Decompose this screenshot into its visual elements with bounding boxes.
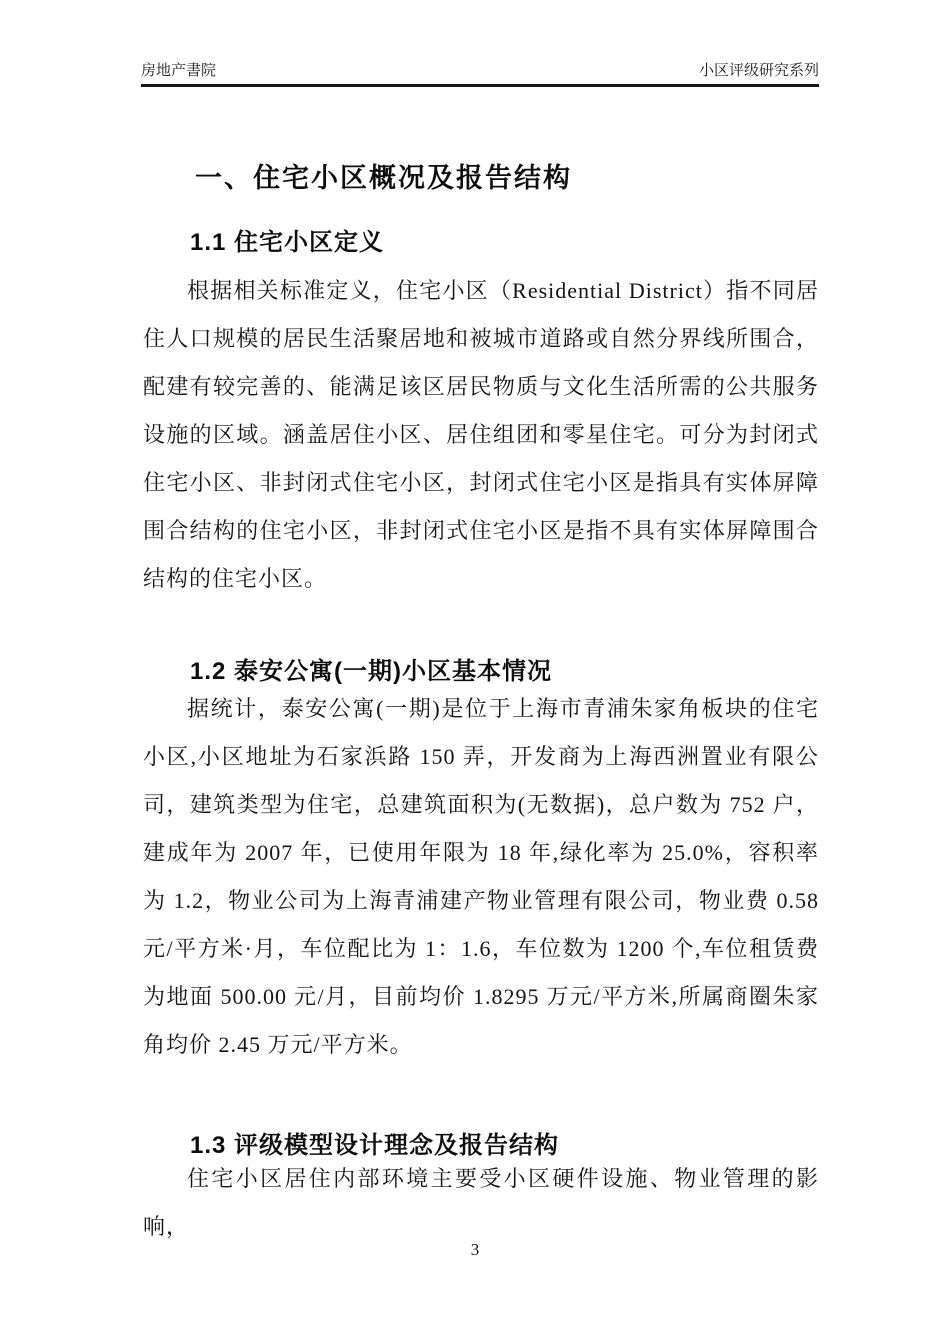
section-1-1-paragraph: 根据相关标准定义，住宅小区（Residential District）指不同居住人口规模的居民生活聚居地和被城市道路或自然分界线所围合，配建有较完善的、能满足该区居民物质与文化生活所需的公共服务设施的区域。涵盖居住小区、居住组团和零星住宅。可分为封闭式住宅小区、非封闭式住宅小区，封闭式住宅小区是指具有实体屏障围合结构的住宅小区，非封闭式住宅小区是指不具有实体屏障围合结构的住宅小区。 (143, 278, 819, 591)
page-number: 3 (470, 1240, 480, 1259)
section-heading-1-1: 1.1 住宅小区定义 (190, 228, 385, 256)
page-header (141, 56, 819, 87)
section-heading-1-2: 1.2 泰安公寓(一期)小区基本情况 (190, 657, 553, 685)
section-heading-1-3: 1.3 评级模型设计理念及报告结构 (190, 1131, 560, 1159)
section-1-3-paragraph: 住宅小区居住内部环境主要受小区硬件设施、物业管理的影响， (143, 1166, 819, 1239)
header-right-text: 小区评级研究系列 (698, 62, 819, 79)
header-left-text: 房地产書院 (141, 62, 217, 79)
section-1-2-paragraph: 据统计，泰安公寓(一期)是位于上海市青浦朱家角板块的住宅小区,小区地址为石家浜路 150 弄，开发商为上海西洲置业有限公司，建筑类型为住宅，总建筑面积为(无数据)，总户数为 752 户，建成年为 2007 年，已使用年限为 18 年,绿化率为 25.0%，容积率为 1.2，物业公司为上海青浦建产物业管理有限公司，物业费 0.58 元/平方米·月，车位配比为 1：1.6，车位数为 1200 个,车位租赁费为地面 500.00 元/月，目前均价 1.8295 万元/平方米,所属商圈朱家角均价 2.45 万元/平方米。 (143, 696, 819, 1057)
page-title: 一、住宅小区概况及报告结构 (195, 163, 572, 194)
